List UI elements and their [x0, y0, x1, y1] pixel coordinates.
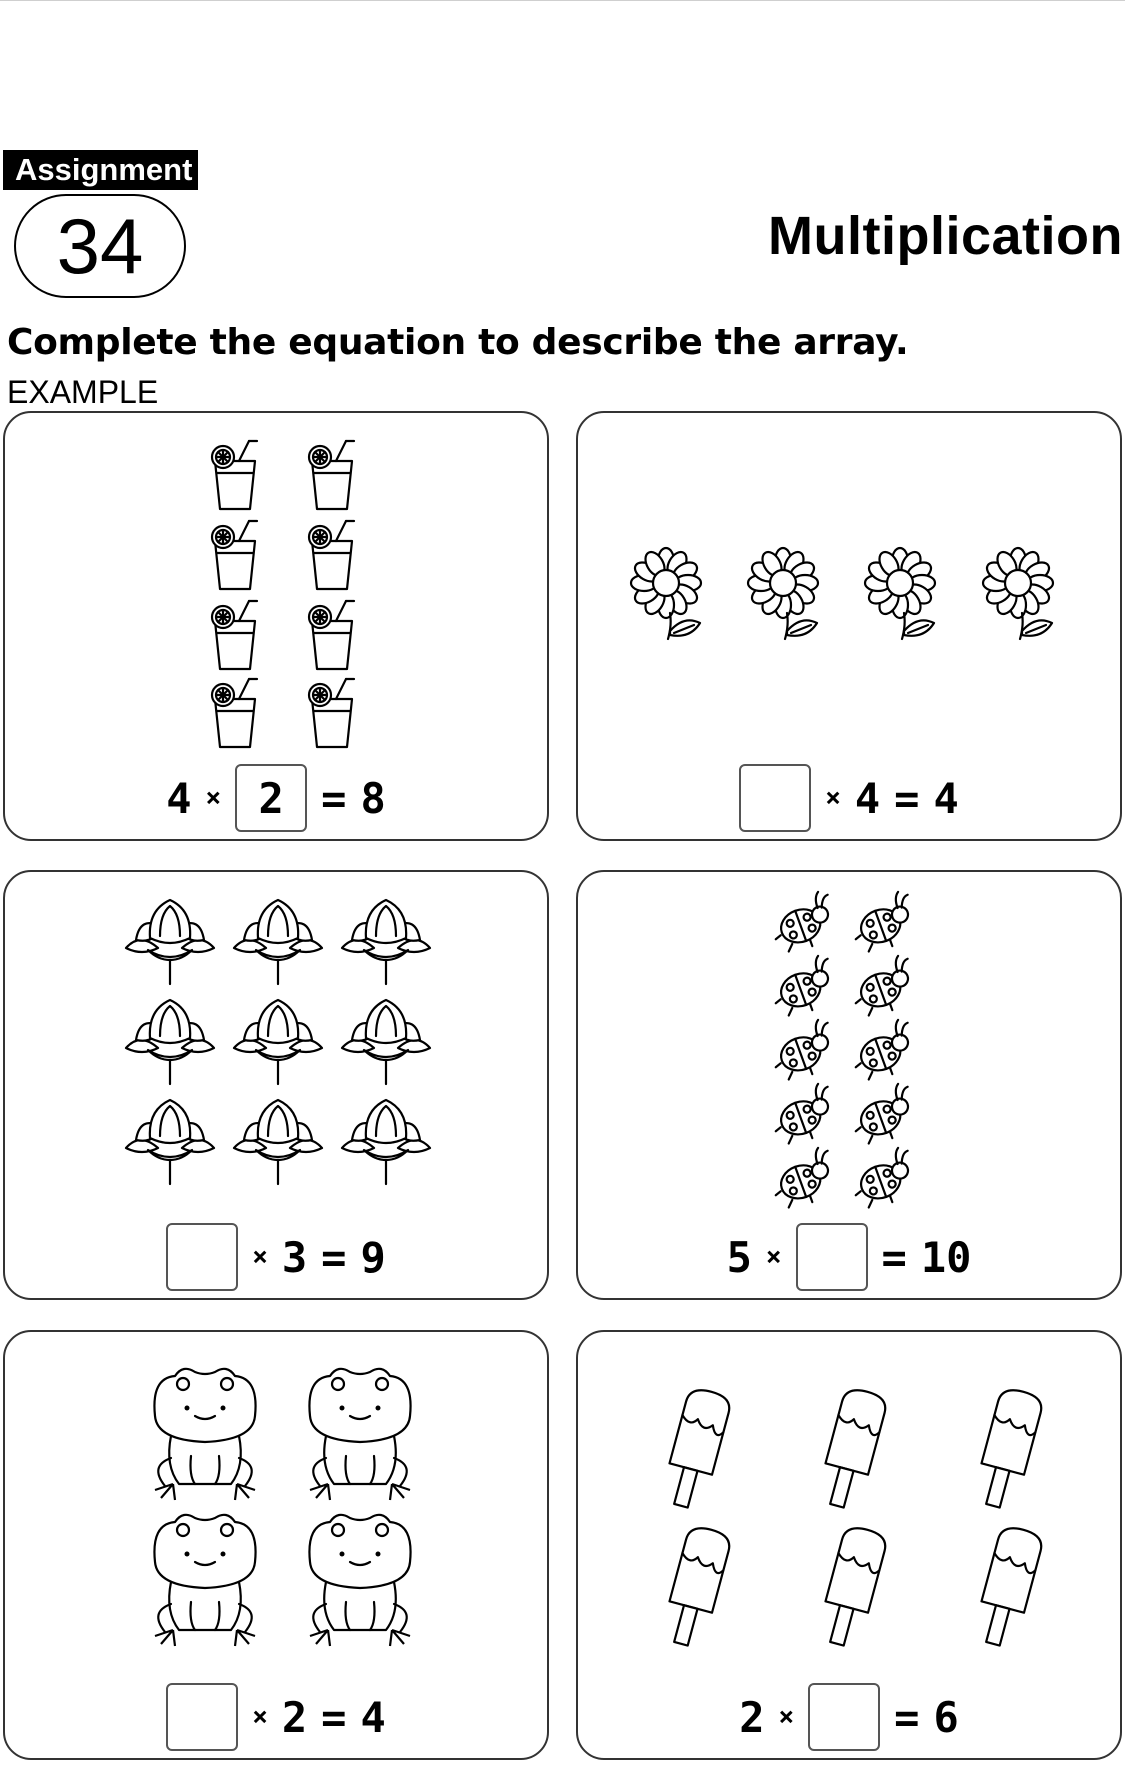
answer-box[interactable] — [166, 1683, 238, 1751]
lemonade-glass-icon — [212, 679, 257, 747]
lotus-icon — [342, 1000, 430, 1084]
factor-a: 5 — [726, 1232, 752, 1282]
times-sign: × — [778, 1702, 795, 1732]
lotus-icon — [342, 1100, 430, 1184]
top-border-line — [0, 0, 1125, 1]
equals-sign: = — [321, 1692, 347, 1742]
times-sign: × — [252, 1242, 268, 1272]
factor-b: 3 — [281, 1232, 308, 1282]
lotus-icon — [126, 1100, 214, 1184]
ladybug-icon — [765, 953, 842, 1021]
lemonade-glass-icon — [309, 441, 354, 509]
array-panel-lemonade — [3, 411, 549, 841]
answer-box[interactable] — [166, 1223, 238, 1291]
lotus-icon — [234, 1000, 322, 1084]
equation — [578, 1676, 1120, 1758]
equation — [578, 1216, 1120, 1298]
equation — [5, 1676, 547, 1758]
answer-box[interactable] — [808, 1683, 880, 1751]
equals-sign: = — [321, 1232, 347, 1282]
sunflower-icon — [748, 548, 818, 639]
popsicle-icon — [816, 1524, 889, 1649]
lotus-icon — [342, 900, 430, 984]
equation — [5, 757, 547, 839]
ladybug-icon — [765, 1081, 842, 1149]
ladybug-icon — [765, 1145, 842, 1212]
lotus-array — [5, 872, 551, 1212]
equals-sign: = — [894, 773, 920, 823]
lemonade-array — [5, 413, 551, 753]
assignment-label: Assignment — [3, 150, 198, 190]
array-panel-lotus — [3, 870, 549, 1300]
answer-box[interactable] — [796, 1223, 868, 1291]
array-panel-sunflower — [576, 411, 1122, 841]
lemonade-glass-icon — [309, 601, 354, 669]
lemonade-glass-icon — [212, 521, 257, 589]
array-panel-popsicle — [576, 1330, 1122, 1760]
popsicle-array — [578, 1332, 1124, 1672]
factor-b: 4 — [854, 773, 881, 823]
frog-icon — [154, 1515, 255, 1646]
lotus-icon — [126, 1000, 214, 1084]
frog-icon — [154, 1369, 255, 1500]
ladybug-icon — [765, 1017, 842, 1085]
array-panel-ladybug — [576, 870, 1122, 1300]
lotus-icon — [234, 1100, 322, 1184]
frog-array — [5, 1332, 551, 1672]
popsicle-icon — [660, 1386, 733, 1511]
sunflower-icon — [865, 548, 935, 639]
lemonade-glass-icon — [309, 679, 354, 747]
times-sign: × — [205, 783, 222, 813]
ladybug-icon — [845, 953, 922, 1021]
product: 10 — [920, 1232, 972, 1282]
equals-sign: = — [321, 773, 347, 823]
popsicle-icon — [972, 1524, 1045, 1649]
answer-box[interactable] — [739, 764, 811, 832]
example-label: EXAMPLE — [7, 374, 159, 410]
factor-a: 2 — [739, 1692, 765, 1742]
times-sign: × — [252, 1702, 268, 1732]
popsicle-icon — [660, 1524, 733, 1649]
lemonade-glass-icon — [309, 521, 354, 589]
assignment-number: 34 — [14, 194, 186, 298]
page-title: Multiplication — [768, 206, 1123, 266]
product: 9 — [360, 1232, 386, 1282]
equals-sign: = — [894, 1692, 920, 1742]
ladybug-icon — [845, 889, 922, 957]
sunflower-icon — [631, 548, 701, 639]
lotus-icon — [126, 900, 214, 984]
frog-icon — [309, 1515, 410, 1646]
ladybug-array — [578, 872, 1124, 1212]
popsicle-icon — [972, 1386, 1045, 1511]
ladybug-icon — [845, 1081, 922, 1149]
factor-a: 4 — [166, 773, 192, 823]
equation — [578, 757, 1120, 839]
product: 6 — [933, 1692, 959, 1742]
answer-box[interactable]: 2 — [235, 764, 307, 832]
equals-sign: = — [881, 1232, 907, 1282]
ladybug-icon — [845, 1145, 922, 1212]
times-sign: × — [825, 783, 841, 813]
lotus-icon — [234, 900, 322, 984]
sunflower-icon — [983, 548, 1053, 639]
lemonade-glass-icon — [212, 601, 257, 669]
equation — [5, 1216, 547, 1298]
popsicle-icon — [816, 1386, 889, 1511]
factor-b: 2 — [281, 1692, 308, 1742]
ladybug-icon — [765, 889, 842, 957]
array-panel-frog — [3, 1330, 549, 1760]
product: 4 — [933, 773, 959, 823]
ladybug-icon — [845, 1017, 922, 1085]
instruction-text: Complete the equation to describe the array. — [7, 322, 909, 363]
product: 4 — [360, 1692, 386, 1742]
product: 8 — [360, 773, 386, 823]
times-sign: × — [765, 1242, 782, 1272]
frog-icon — [309, 1369, 410, 1500]
lemonade-glass-icon — [212, 441, 257, 509]
sunflower-array — [578, 413, 1124, 753]
